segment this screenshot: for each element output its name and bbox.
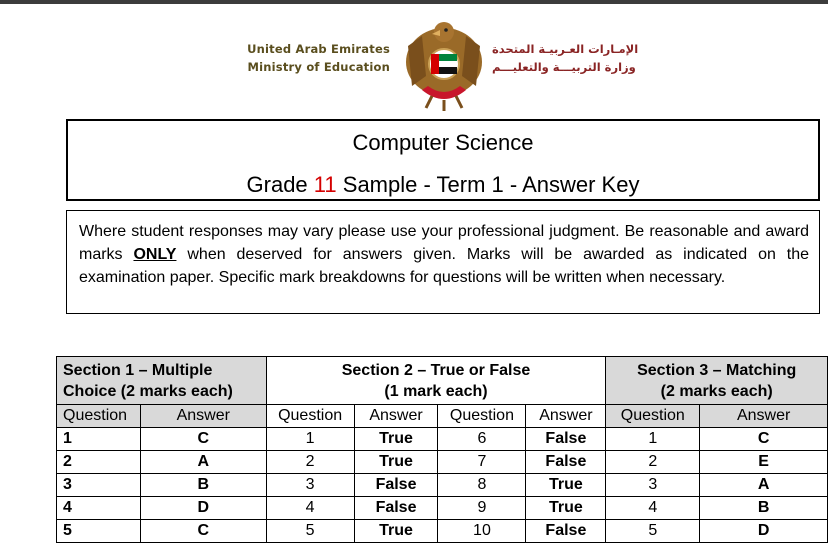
table-cell: 4 xyxy=(266,497,354,520)
table-cell: 1 xyxy=(606,428,700,451)
table-cell: D xyxy=(700,520,828,543)
column-header: Answer xyxy=(354,405,438,428)
table-cell: True xyxy=(354,520,438,543)
table-cell: True xyxy=(526,497,606,520)
country-name-ar: الإمـارات العـربيـة المتحدة xyxy=(492,42,639,56)
title-box xyxy=(66,119,820,201)
section-1-header: Section 1 – Multiple Choice (2 marks each) xyxy=(57,357,267,405)
table-cell: A xyxy=(140,451,266,474)
table-cell: 2 xyxy=(606,451,700,474)
table-cell: 10 xyxy=(438,520,526,543)
table-cell: 4 xyxy=(57,497,141,520)
section-header-row xyxy=(57,357,828,405)
instructions-text xyxy=(79,220,809,289)
table-cell: False xyxy=(526,428,606,451)
answer-key-table xyxy=(56,356,828,543)
marking-instructions xyxy=(66,210,820,314)
table-cell: 3 xyxy=(266,474,354,497)
column-header: Question xyxy=(57,405,141,428)
instructions-part2: when deserved for answers given. Marks will be awarded as indicated on the examination paper. Specific mark breakdowns for questions will be written when necessary. xyxy=(79,246,810,286)
table-cell: True xyxy=(354,428,438,451)
column-header: Answer xyxy=(140,405,266,428)
exam-title-rest: Sample - Term 1 - Answer Key xyxy=(342,172,640,197)
column-header: Question xyxy=(266,405,354,428)
table-cell: C xyxy=(700,428,828,451)
grade-number: 11 xyxy=(313,172,337,197)
table-row xyxy=(57,520,828,543)
table-cell: E xyxy=(700,451,828,474)
table-cell: 5 xyxy=(57,520,141,543)
ministry-name-en: Ministry of Education xyxy=(247,60,390,74)
table-cell: True xyxy=(526,474,606,497)
column-header: Question xyxy=(606,405,700,428)
table-cell: 6 xyxy=(438,428,526,451)
subject-title: Computer Science xyxy=(352,130,534,155)
uae-falcon-emblem-icon xyxy=(402,16,486,112)
table-cell: 2 xyxy=(266,451,354,474)
table-cell: 4 xyxy=(606,497,700,520)
table-cell: 9 xyxy=(438,497,526,520)
grade-word: Grade xyxy=(246,172,308,197)
table-row xyxy=(57,474,828,497)
table-cell: False xyxy=(526,451,606,474)
instructions-emphasis: ONLY xyxy=(133,246,177,263)
section-2-header: Section 2 – True or False (1 mark each) xyxy=(266,357,606,405)
column-header: Question xyxy=(438,405,526,428)
table-cell: 5 xyxy=(606,520,700,543)
table-cell: 3 xyxy=(606,474,700,497)
table-cell: 5 xyxy=(266,520,354,543)
column-header: Answer xyxy=(526,405,606,428)
country-name-en: United Arab Emirates xyxy=(247,42,390,56)
table-row xyxy=(57,497,828,520)
table-cell: True xyxy=(354,451,438,474)
table-cell: False xyxy=(354,497,438,520)
table-cell: 1 xyxy=(266,428,354,451)
ministry-name-arabic xyxy=(492,40,642,76)
table-cell: D xyxy=(140,497,266,520)
table-cell: A xyxy=(700,474,828,497)
instructions-part1: Where student responses may vary please use your professional judgment. Be reasonable and award marks xyxy=(79,223,809,263)
table-cell: False xyxy=(526,520,606,543)
table-cell: 8 xyxy=(438,474,526,497)
table-cell: 7 xyxy=(438,451,526,474)
table-cell: 2 xyxy=(57,451,141,474)
top-rule xyxy=(0,0,828,4)
table-row xyxy=(57,451,828,474)
ministry-name-ar: وزارة التربيـــة والتعليـــم xyxy=(492,60,636,74)
table-cell: C xyxy=(140,428,266,451)
table-cell: 1 xyxy=(57,428,141,451)
column-header: Answer xyxy=(700,405,828,428)
table-cell: B xyxy=(700,497,828,520)
table-cell: C xyxy=(140,520,266,543)
ministry-name-english xyxy=(238,40,390,76)
column-header-row xyxy=(57,405,828,428)
table-cell: 3 xyxy=(57,474,141,497)
table-cell: B xyxy=(140,474,266,497)
exam-title xyxy=(68,171,818,199)
section-3-header: Section 3 – Matching (2 marks each) xyxy=(606,357,828,405)
table-row xyxy=(57,428,828,451)
table-cell: False xyxy=(354,474,438,497)
